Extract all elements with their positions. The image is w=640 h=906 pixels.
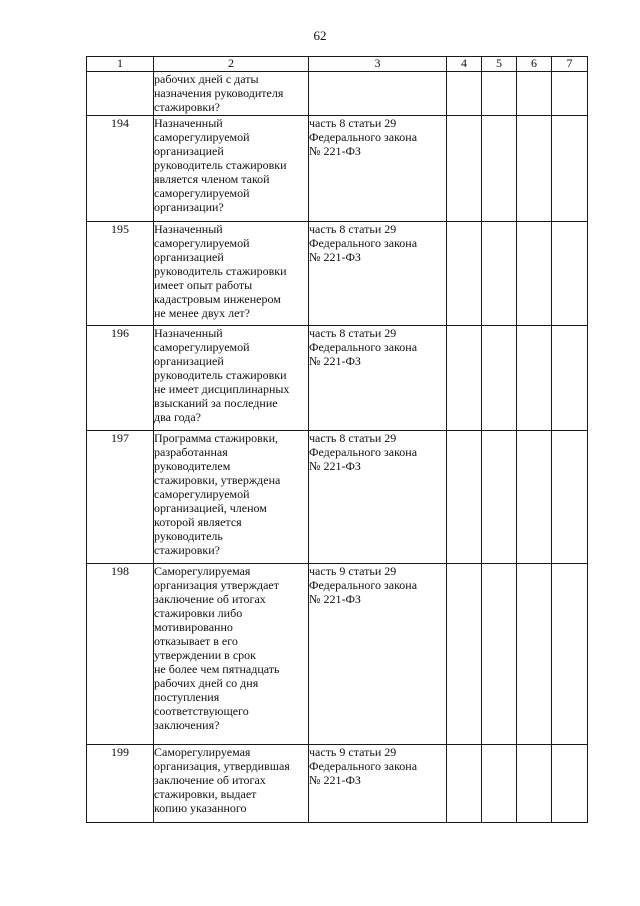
question-line: имеет опыт работы [154,278,253,292]
reference-cell [309,326,447,431]
answer-cell [447,326,482,431]
reference-line: Федерального закона [309,130,418,144]
reference-cell [309,431,447,564]
question-line: рабочих дней со дня [154,676,259,690]
reference-line: часть 8 статьи 29 [309,431,397,445]
question-line: назначения руководителя [154,86,284,100]
reference-cell [309,72,447,116]
answer-cell [482,326,517,431]
question-line: саморегулируемой [154,487,250,501]
question-line: стажировки, выдает [154,787,257,801]
reference-line: № 221-ФЗ [309,250,361,264]
column-header: 3 [309,57,447,72]
page-number: 62 [313,28,327,43]
question-line: заключение об итогах [154,773,266,787]
question-cell [154,564,309,745]
column-header: 7 [552,57,588,72]
answer-cell [552,116,588,222]
question-line: руководителем [154,459,231,473]
answer-cell [447,116,482,222]
reference-line: Федерального закона [309,759,418,773]
answer-cell [482,222,517,326]
question-line: Назначенный [154,116,223,130]
question-line: два года? [154,410,201,424]
table-row [87,326,588,431]
answer-cell [517,431,552,564]
row-number: 196 [87,326,154,431]
reference-line: № 221-ФЗ [309,773,361,787]
column-header: 5 [482,57,517,72]
answer-cell [552,745,588,823]
question-line: саморегулируемой [154,340,250,354]
question-line: не менее двух лет? [154,306,250,320]
reference-line: Федерального закона [309,578,418,592]
question-line: руководитель [154,529,223,543]
question-line: взысканий за последние [154,396,278,410]
question-line: руководитель стажировки [154,158,287,172]
question-line: разработанная [154,445,228,459]
reference-line: часть 9 статьи 29 [309,745,397,759]
question-cell [154,222,309,326]
reference-line: Федерального закона [309,236,418,250]
table-row [87,222,588,326]
reference-line: № 221-ФЗ [309,459,361,473]
answer-cell [482,431,517,564]
question-line: утверждении в срок [154,648,256,662]
question-line: не более чем пятнадцать [154,662,280,676]
reference-line: Федерального закона [309,445,418,459]
reference-line: № 221-ФЗ [309,592,361,606]
question-line: организацией [154,354,224,368]
question-line: соответствующего [154,704,249,718]
answer-cell [447,431,482,564]
question-line: отказывает в его [154,634,238,648]
question-cell [154,745,309,823]
answer-cell [552,431,588,564]
answer-cell [447,72,482,116]
table-row [87,564,588,745]
reference-line: часть 8 статьи 29 [309,222,397,236]
question-cell [154,116,309,222]
question-line: заключение об итогах [154,592,266,606]
row-number: 197 [87,431,154,564]
answer-cell [517,564,552,745]
answer-cell [447,745,482,823]
question-line: копию указанного [154,801,247,815]
question-line: кадастровым инженером [154,292,281,306]
question-line: которой является [154,515,242,529]
reference-line: Федерального закона [309,340,418,354]
checklist-table [86,56,588,823]
column-header: 2 [154,57,309,72]
question-line: руководитель стажировки [154,264,287,278]
question-line: организацией [154,250,224,264]
question-line: Назначенный [154,326,223,340]
answer-cell [482,745,517,823]
question-line: саморегулируемой [154,236,250,250]
question-line: саморегулируемой [154,130,250,144]
table-row [87,745,588,823]
answer-cell [447,564,482,745]
answer-cell [517,326,552,431]
question-line: организацией [154,144,224,158]
answer-cell [517,745,552,823]
reference-line: № 221-ФЗ [309,354,361,368]
column-header: 6 [517,57,552,72]
question-line: Программа стажировки, [154,431,279,445]
header-row [87,57,588,72]
question-line: организация, утвердившая [154,759,290,773]
reference-line: часть 8 статьи 29 [309,116,397,130]
question-line: организация утверждает [154,578,279,592]
question-line: заключения? [154,718,220,732]
row-number: 194 [87,116,154,222]
question-line: Саморегулируемая [154,745,251,759]
question-line: Саморегулируемая [154,564,251,578]
reference-line: часть 9 статьи 29 [309,564,397,578]
question-cell [154,431,309,564]
row-number: 198 [87,564,154,745]
question-line: организацией, членом [154,501,267,515]
question-line: стажировки либо [154,606,243,620]
question-line: мотивированно [154,620,233,634]
reference-cell [309,745,447,823]
question-cell [154,72,309,116]
reference-cell [309,222,447,326]
reference-line: часть 8 статьи 29 [309,326,397,340]
reference-cell [309,116,447,222]
answer-cell [552,72,588,116]
answer-cell [552,564,588,745]
column-header: 1 [87,57,154,72]
answer-cell [447,222,482,326]
question-line: саморегулируемой [154,186,250,200]
table-row [87,116,588,222]
answer-cell [517,72,552,116]
table-row [87,72,588,116]
question-cell [154,326,309,431]
reference-line: № 221-ФЗ [309,144,361,158]
question-line: Назначенный [154,222,223,236]
question-line: стажировки? [154,543,220,557]
table-row [87,431,588,564]
reference-cell [309,564,447,745]
answer-cell [552,326,588,431]
answer-cell [482,72,517,116]
answer-cell [482,116,517,222]
question-line: стажировки, утверждена [154,473,281,487]
question-line: стажировки? [154,100,220,114]
question-line: организации? [154,200,224,214]
answer-cell [552,222,588,326]
question-line: поступления [154,690,220,704]
answer-cell [517,116,552,222]
row-number [87,72,154,116]
question-line: является членом такой [154,172,270,186]
question-line: рабочих дней с даты [154,72,259,86]
question-line: руководитель стажировки [154,368,287,382]
answer-cell [482,564,517,745]
column-header: 4 [447,57,482,72]
answer-cell [517,222,552,326]
question-line: не имеет дисциплинарных [154,382,290,396]
row-number: 199 [87,745,154,823]
row-number: 195 [87,222,154,326]
